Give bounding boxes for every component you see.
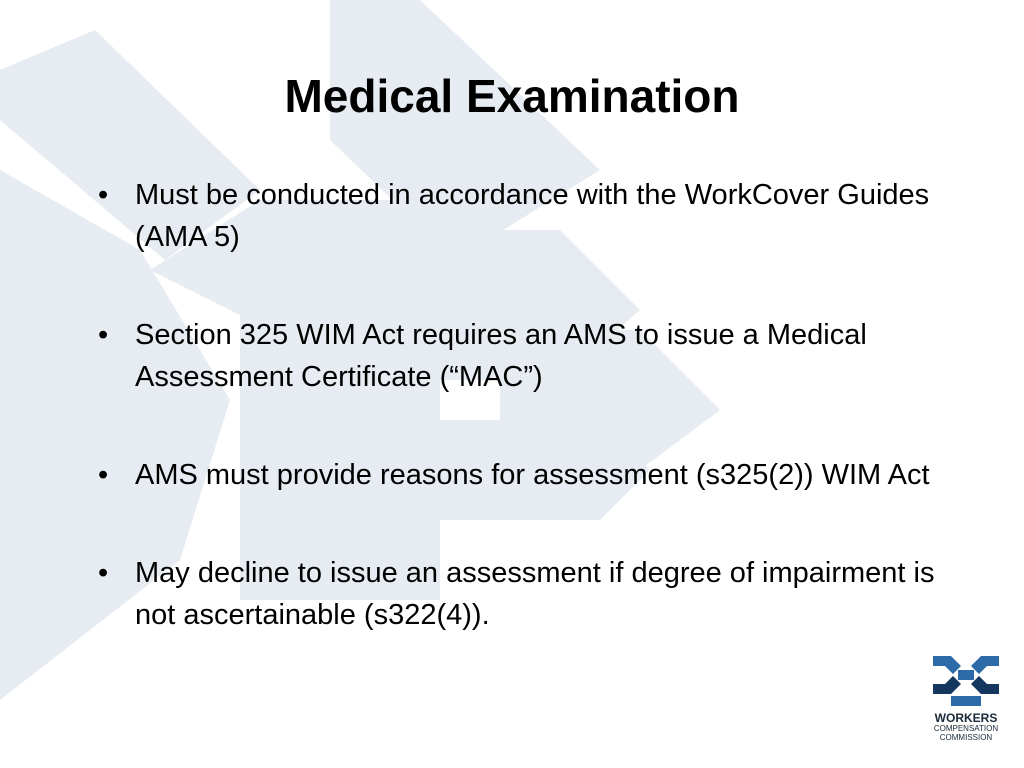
bullet-item: • May decline to issue an assessment if degree of impairment is not ascertainable (s322(4)). <box>98 552 978 636</box>
slide-title: Medical Examination <box>284 70 740 122</box>
bullet-item: • Section 325 WIM Act requires an AMS to issue a Medical Assessment Certificate (“MAC”) <box>98 314 978 398</box>
bullet-list <box>98 174 978 692</box>
bullet-item: • AMS must provide reasons for assessment (s325(2)) WIM Act <box>98 454 978 496</box>
workers-compensation-commission-logo <box>924 652 1008 758</box>
logo-text-line: COMMISSION <box>939 733 993 742</box>
wcc-logo-mark-icon <box>931 652 1001 708</box>
logo-text-line: COMPENSATION <box>933 724 999 733</box>
bullet-item: • Must be conducted in accordance with the WorkCover Guides (AMA 5) <box>98 174 978 258</box>
logo-text-line: WORKERS <box>934 711 998 725</box>
logo-text <box>924 712 1008 742</box>
